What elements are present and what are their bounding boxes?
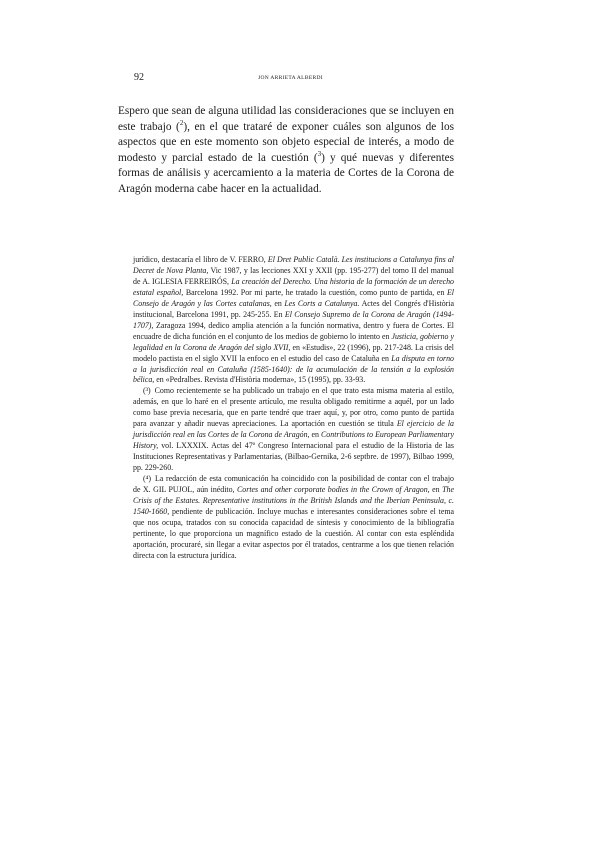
note-text: Como recientemente se ha publicado un trabajo en el que trato esta misma materia al estilo, además, en que lo haré en el presente artículo, me resulta obligado remitirme a aquél, por un lado como base previa necesaria, que en parte tendré que traer aquí, y, por otro, como punto de partida para avanzar y añadir nuevas apreciaciones. La aportación en cuestión se titula xyxy=(133,386,454,429)
body-text-part: ), en el que trataré de exponer cuáles son algunos de los aspectos que en este momento son objeto especial de interés, a modo de modesto y parcial estado de la cuestión ( xyxy=(118,120,454,164)
footnotes xyxy=(133,255,454,562)
body-paragraph xyxy=(118,104,454,198)
note-title: The Crisis of the Estates. Representative institutions in the British Islands and the Iberian Peninsula, c. 1540-1660, xyxy=(133,485,454,516)
note-title: La disputa en torno a la jurisdicción real en Cataluña (1585-1640): de la acumulación de la tensión a la explosión bélica, xyxy=(133,353,454,385)
note-text: Zaragoza 1994, dedico amplia atención a la función normativa, dentro y fuera de Cortes. El encuadre de dicha función en el conjunto de los medios de gobierno lo intento en xyxy=(133,320,454,341)
running-head: JON ARRIETA ALBERDI xyxy=(258,75,323,81)
footnote-4 xyxy=(133,474,454,562)
note-title: El Consejo de Aragón y las Cortes catalanas, xyxy=(133,287,454,308)
note-text: en «Pedralbes. Revista d'Història moderna», 15 (1995), pp. 33-93. xyxy=(154,375,366,385)
note-title: El Consejo Supremo de la Corona de Aragón (1494-1707), xyxy=(133,309,454,330)
body-text-part: Espero que sean de alguna utilidad las consideraciones que se incluyen en este trabajo ( xyxy=(118,105,454,133)
page-number: 92 xyxy=(134,72,144,83)
footnote-ref[interactable]: 3 xyxy=(317,150,322,159)
note-text: vol. LXXXIX. Actas del 47º Congreso Internacional para el estudio de la Historia de las Instituciones Representativas y Parlamentarias, (Bilbao-Gernika, 2-6 septbre. de 1997), Bilbao 1999, pp. 229-260. xyxy=(133,441,454,473)
note-text: en xyxy=(429,485,443,495)
footnote-3 xyxy=(133,386,454,474)
note-text: en xyxy=(271,298,285,308)
note-title: La creación del Derecho. Una historia de la formación de un derecho estatal español, xyxy=(133,276,454,297)
footnote-continued xyxy=(133,255,454,386)
footnote-mark: (⁴) xyxy=(143,474,152,484)
note-title: El Dret Public Català. Les institucions a Catalunya fins al Decret de Nova Planta, xyxy=(133,255,454,275)
note-text: pendiente de publicación. Incluye muchas e interesantes consideraciones sobre el tema que nos ocupa, tratados con su conocida capacidad de síntesis y conocimiento de la bibliografía pertinente, lo que proporciona un magnífico estado de la cuestión. Al contar con esta espléndida aportación, procuraré, sin llegar a evitar aspectos por él tratados, centrarme a los que tienen relación directa con la estructura jurídica. xyxy=(133,506,454,560)
body-text-part: ) y qué nuevas y diferentes formas de análisis y acercamiento a la materia de Cortes de la Corona de Aragón moderna cabe hacer en la actualidad. xyxy=(118,151,454,195)
note-title: Cortes and other corporate bodies in the Crown of Aragon, xyxy=(237,485,430,495)
note-text: Barcelona 1992. Por mi parte, he tratado la cuestión, como punto de partida, en xyxy=(183,287,447,297)
note-text: jurídico, destacaría el libro de V. FERRO, xyxy=(133,255,268,264)
note-title: El ejercicio de la jurisdicción real en las Cortes de la Corona de Aragón, xyxy=(133,419,454,440)
note-title: Justicia, gobierno y legalidad en la Corona de Aragón del siglo XVII, xyxy=(133,331,454,352)
note-title: Les Corts a Catalunya. xyxy=(284,298,360,308)
note-text: en xyxy=(309,430,322,440)
note-text: Actes del Congrés d'Història institucional, Barcelona 1991, pp. 245-255. En xyxy=(133,298,455,319)
footnote-mark: (³) xyxy=(143,386,151,396)
footnote-ref[interactable]: 2 xyxy=(179,118,184,127)
note-title: Contributions to European Parliamentary History, xyxy=(133,430,454,451)
note-text: Vic 1987, y las lecciones XXI y XXII (pp. 195-277) del tomo II del manual de A. IGLESIA FERREIRÓS, xyxy=(133,265,454,286)
note-text: La redacción de esta comunicación ha coincidido con la posibilidad de contar con el trabajo de X. GIL PUJOL, aún inédito, xyxy=(133,474,454,495)
note-text: en «Estudis», 22 (1996), pp. 217-248. La crisis del modelo pactista en el siglo XVII la enfoco en el estudio del caso de Cataluña en xyxy=(133,342,454,363)
